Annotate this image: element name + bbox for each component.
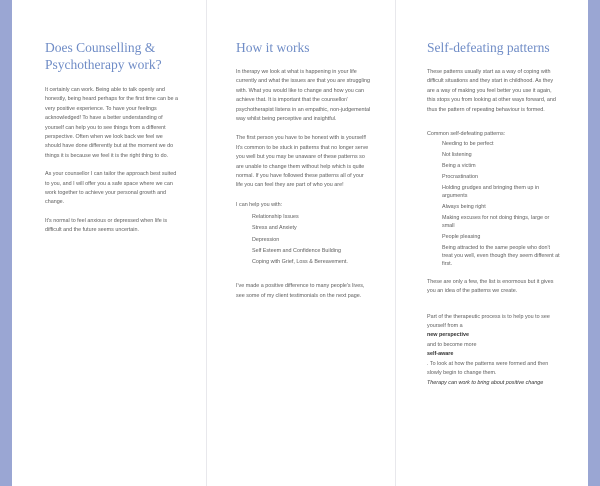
- process-text: Part of the therapeutic process is to help you to see yourself from a: [427, 313, 550, 330]
- paragraph: These are only a few, the list is enormous but it gives you an idea of the patterns we create.: [427, 278, 554, 295]
- list-item: Being attracted to the same people who don't treat you well, even though they seem different at first.: [442, 244, 560, 268]
- brochure-page: [12, 0, 588, 486]
- list-item: People pleasing: [442, 233, 481, 240]
- help-list: [236, 212, 372, 268]
- column-heading: Does Counselling & Psychotherapy work?: [45, 40, 162, 72]
- fold-line: [206, 0, 207, 486]
- list-item: Stress and Anxiety: [252, 225, 297, 232]
- list-item: Depression: [252, 236, 280, 243]
- paragraph: These patterns usually start as a way of coping with difficult situations and they start in childhood. As they are a way of making you feel better you use it again, this stops you from looking at other ways forward, and thus the pattern of repeating behaviour is formed.: [427, 69, 556, 113]
- help-intro: I can help you with:: [236, 201, 283, 208]
- paragraph: In therapy we look at what is happening in your life currently and what the issues are that you are struggling with. What you would like to change and how you can achieve that. It is important that the counsellor/ psychotherapist listens in an empathic, non-judgemental way whilst being perceptive and insightful.: [236, 69, 371, 123]
- column-how-it-works: [236, 0, 372, 301]
- list-item: Needing to be perfect: [442, 141, 494, 148]
- paragraph: It's normal to feel anxious or depressed when life is difficult and the future seems uncertain.: [45, 217, 168, 234]
- closing-paragraph: I've made a positive difference to many people's lives, see some of my client testimonials on the next page.: [236, 283, 365, 299]
- process-bold-text: new perspective: [427, 332, 469, 339]
- process-block: [427, 313, 560, 388]
- list-item: Not listening: [442, 152, 472, 159]
- process-bold-text: self-aware: [427, 351, 454, 358]
- list-item: Holding grudges and bringing them up in arguments: [442, 184, 540, 200]
- list-title: Common self-defeating patterns:: [427, 131, 506, 138]
- paragraph: It certainly can work. Being able to talk openly and honestly, being heard perhaps for the first time can be a very positive experience. To have your feelings acknowledged! To have a better understanding of yourself can help you to see things from a different perspective. Often when we look back we feel we should have done differently but at the moment we do things it is because we feel it is the right thing to do.: [45, 87, 178, 159]
- column-heading: Self-defeating patterns: [427, 40, 550, 55]
- list-item: Always being right: [442, 203, 486, 210]
- list-item: Being a victim: [442, 163, 476, 170]
- process-italic-text: Therapy can work to bring about positive change: [427, 379, 544, 386]
- column-self-defeating: [427, 0, 560, 388]
- paragraph: As your counsellor I can tailor the approach best suited to you, and I will offer you a safe space where we can work together to achieve your personal growth and change.: [45, 171, 177, 206]
- column-heading: How it works: [236, 40, 310, 55]
- list-item: Relationship Issues: [252, 214, 299, 221]
- process-text: . To look at how the patterns were formed and then slowly begin to change them.: [427, 360, 549, 377]
- process-text: and to become more: [427, 341, 477, 348]
- list-item: Self Esteem and Confidence Building: [252, 247, 342, 254]
- fold-line: [395, 0, 396, 486]
- list-item: Procrastination: [442, 173, 478, 180]
- list-item: Making excuses for not doing things, large or small: [442, 214, 550, 230]
- column-counselling: [45, 0, 180, 236]
- list-item: Coping with Grief, Loss & Bereavement.: [252, 259, 348, 266]
- patterns-list: [427, 140, 560, 268]
- paragraph: The first person you have to be honest with is yourself! It's common to be stuck in patterns that no longer serve you well but you may be unaware of these patterns so are unable to change them without help which is quite normal. If you have followed these patterns all of your life you can feel they are part of who you are!: [236, 135, 369, 189]
